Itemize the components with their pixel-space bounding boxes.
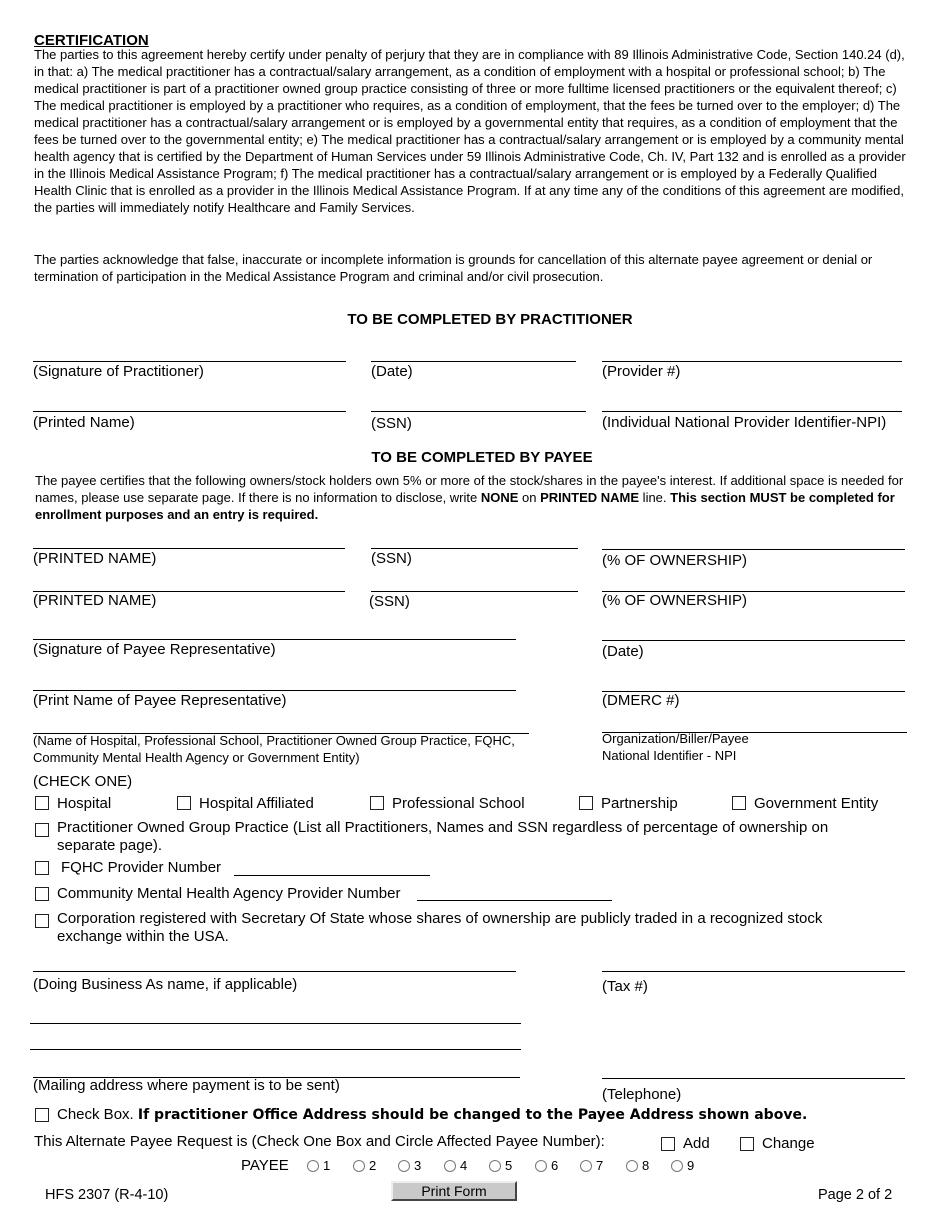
owner-1-pct-label: (% OF OWNERSHIP) xyxy=(602,552,747,569)
form-id: HFS 2307 (R-4-10) xyxy=(45,1187,169,1203)
type-professional-school-label: Professional School xyxy=(392,795,525,812)
fqhc-number-line[interactable] xyxy=(234,875,430,876)
type-hospital-label: Hospital xyxy=(57,795,112,812)
payee-radio-label-4: 4 xyxy=(460,1158,468,1173)
dba-label: (Doing Business As name, if applicable) xyxy=(33,976,298,993)
owner-1-pct-line[interactable] xyxy=(602,549,905,550)
payee-radio-3[interactable] xyxy=(398,1160,410,1172)
rep-signature-line[interactable] xyxy=(33,639,516,640)
type-government-entity-label: Government Entity xyxy=(754,795,879,812)
payee-instructions-required: This section MUST be completed for enrollment purposes and an entry is required. xyxy=(35,490,895,522)
address-change-bold: If practitioner Office Address should be changed to the Payee Address shown above. xyxy=(137,1107,808,1123)
certification-paragraph-1: The parties to this agreement hereby certify under penalty of perjury that they are in compliance with 89 Illinois Administrative Code, Section 140.24 (d), in that: a) The medical practitioner has a contractual/salary arrangement, as a condition of employment with a hospital or professional school; b) The medical practitioner is part of a practitioner owned group practice consisting of three or more fulltime licensed practitioners or the equivalent thereof; c) The medical practitioner is employed by a practitioner who requires, as a condition of employment, that the fees be turned over to the employer; d) The medical practitioner has a contractual/salary arrangement or is employed by a governmental entity that requires, as a condition of employment that the fees be turned over to the governmental entity; e) The medical practitioner has a contractual/salary arrangement or is employed by a community mental health agency that is certified by the Department of Human Services under 59 Illinois Administrative Code, Ch. IV, Part 132 and is enrolled as a provider in the Illinois Medical Assistance Program; f) The medical practitioner has a contractual/salary arrangement or is employed by a Federally Qualified Health Clinic that is enrolled as a provider in the Illinois Medical Assistance Program. If at any time any of the conditions of this agreement are modified, the parties will immediately notify Healthcare and Family Services. xyxy=(34,47,906,215)
payee-number-label: PAYEE xyxy=(241,1157,289,1174)
checkbox-address-change[interactable] xyxy=(35,1108,49,1122)
practitioner-printed-name-label: (Printed Name) xyxy=(33,414,135,431)
telephone-label: (Telephone) xyxy=(602,1086,682,1103)
add-label: Add xyxy=(683,1135,710,1152)
practitioner-ssn-line[interactable] xyxy=(371,411,586,412)
practitioner-date-label: (Date) xyxy=(371,363,413,380)
checkbox-partnership[interactable] xyxy=(579,796,593,810)
payee-radio-label-8: 8 xyxy=(642,1158,650,1173)
checkbox-group-practice[interactable] xyxy=(35,823,49,837)
dmerc-label: (DMERC #) xyxy=(602,692,680,709)
page-number: Page 2 of 2 xyxy=(818,1187,893,1203)
practitioner-signature-line[interactable] xyxy=(33,361,346,362)
checkbox-hospital-affiliated[interactable] xyxy=(177,796,191,810)
checkbox-fqhc[interactable] xyxy=(35,861,49,875)
payee-radio-label-3: 3 xyxy=(414,1158,422,1173)
tax-line[interactable] xyxy=(602,971,905,972)
rep-date-label: (Date) xyxy=(602,643,644,660)
practitioner-printed-name-line[interactable] xyxy=(33,411,346,412)
request-label: This Alternate Payee Request is (Check One Box and Circle Affected Payee Number): xyxy=(34,1133,605,1150)
print-form-button[interactable]: Print Form xyxy=(391,1181,517,1201)
corporation-label: Corporation registered with Secretary Of State whose shares of ownership are publicly traded in a recognized stock exchange within the USA. xyxy=(57,910,823,945)
payee-instructions-printed-name: PRINTED NAME xyxy=(540,490,640,505)
payee-radio-1[interactable] xyxy=(307,1160,319,1172)
checkbox-hospital[interactable] xyxy=(35,796,49,810)
payee-radio-2[interactable] xyxy=(353,1160,365,1172)
payee-instructions xyxy=(35,472,905,523)
checkbox-professional-school[interactable] xyxy=(370,796,384,810)
cmha-label: Community Mental Health Agency Provider Number xyxy=(57,885,401,902)
rep-print-name-line[interactable] xyxy=(33,690,516,691)
payee-heading: TO BE COMPLETED BY PAYEE xyxy=(371,449,593,466)
practitioner-provider-line[interactable] xyxy=(602,361,902,362)
payee-radio-8[interactable] xyxy=(626,1160,638,1172)
practitioner-heading: TO BE COMPLETED BY PRACTITIONER xyxy=(347,311,633,328)
telephone-line[interactable] xyxy=(602,1078,905,1079)
practitioner-date-line[interactable] xyxy=(371,361,576,362)
payee-radio-label-9: 9 xyxy=(687,1158,695,1173)
mailing-address-line-2[interactable] xyxy=(30,1049,521,1050)
owner-2-pct-label: (% OF OWNERSHIP) xyxy=(602,592,747,609)
certification-paragraph-2: The parties acknowledge that false, inaccurate or incomplete information is grounds for cancellation of this alternate payee agreement or denial or termination of participation in the Medical Assistance Program and criminal and/or civil prosecution. xyxy=(34,252,873,284)
payee-radio-label-1: 1 xyxy=(323,1158,331,1173)
practitioner-npi-label: (Individual National Provider Identifier-NPI) xyxy=(602,414,887,431)
owner-1-ssn-label: (SSN) xyxy=(371,550,412,567)
payee-radio-label-2: 2 xyxy=(369,1158,377,1173)
payee-radio-5[interactable] xyxy=(489,1160,501,1172)
certification-title: CERTIFICATION xyxy=(34,32,149,49)
rep-signature-label: (Signature of Payee Representative) xyxy=(33,641,276,658)
payee-radio-6[interactable] xyxy=(535,1160,547,1172)
org-npi-label: Organization/Biller/Payee National Identifier - NPI xyxy=(602,731,749,763)
checkbox-government-entity[interactable] xyxy=(732,796,746,810)
owner-1-name-label: (PRINTED NAME) xyxy=(33,550,157,567)
type-hospital-affiliated-label: Hospital Affiliated xyxy=(199,795,314,812)
owner-2-ssn-line[interactable] xyxy=(371,591,578,592)
owner-1-name-line[interactable] xyxy=(33,548,345,549)
dba-line[interactable] xyxy=(33,971,516,972)
owner-1-ssn-line[interactable] xyxy=(371,548,578,549)
rep-print-name-label: (Print Name of Payee Representative) xyxy=(33,692,287,709)
payee-radio-4[interactable] xyxy=(444,1160,456,1172)
change-label: Change xyxy=(762,1135,815,1152)
tax-label: (Tax #) xyxy=(602,978,648,995)
checkbox-change[interactable] xyxy=(740,1137,754,1151)
payee-radio-label-7: 7 xyxy=(596,1158,604,1173)
address-change-label xyxy=(57,1106,807,1124)
cmha-number-line[interactable] xyxy=(417,900,612,901)
practitioner-ssn-label: (SSN) xyxy=(371,415,412,432)
address-change-prefix: Check Box. xyxy=(57,1106,138,1123)
practitioner-provider-label: (Provider #) xyxy=(602,363,681,380)
checkbox-corporation[interactable] xyxy=(35,914,49,928)
payee-instructions-on: on xyxy=(518,490,541,505)
check-one-label: (CHECK ONE) xyxy=(33,773,133,790)
payee-radio-label-5: 5 xyxy=(505,1158,513,1173)
owner-2-name-label: (PRINTED NAME) xyxy=(33,592,157,609)
payee-radio-label-6: 6 xyxy=(551,1158,559,1173)
fqhc-label: FQHC Provider Number xyxy=(61,859,222,876)
mailing-address-line-1[interactable] xyxy=(30,1023,521,1024)
rep-date-line[interactable] xyxy=(602,640,905,641)
payee-instructions-text: The payee certifies that the following owners/stock holders own 5% or more of the stock/shares in the payee's interest. If additional space is needed for names, please use separate page. If there is no information to disclose, write xyxy=(35,473,904,505)
group-practice-label: Practitioner Owned Group Practice (List all Practitioners, Names and SSN regardless of percentage of ownership on separate page). xyxy=(57,819,829,854)
payee-radio-9[interactable] xyxy=(671,1160,683,1172)
checkbox-cmha[interactable] xyxy=(35,887,49,901)
checkbox-add[interactable] xyxy=(661,1137,675,1151)
owner-2-ssn-label: (SSN) xyxy=(369,593,410,610)
practitioner-signature-label: (Signature of Practitioner) xyxy=(33,363,204,380)
payee-radio-7[interactable] xyxy=(580,1160,592,1172)
practitioner-npi-line[interactable] xyxy=(602,411,902,412)
entity-name-label: (Name of Hospital, Professional School, Practitioner Owned Group Practice, FQHC, Community Mental Health Agency or Government Entity) xyxy=(33,733,515,765)
mailing-address-label: (Mailing address where payment is to be sent) xyxy=(33,1077,340,1094)
type-partnership-label: Partnership xyxy=(601,795,678,812)
payee-instructions-line: line. xyxy=(639,490,671,505)
payee-instructions-none: NONE xyxy=(480,490,519,505)
